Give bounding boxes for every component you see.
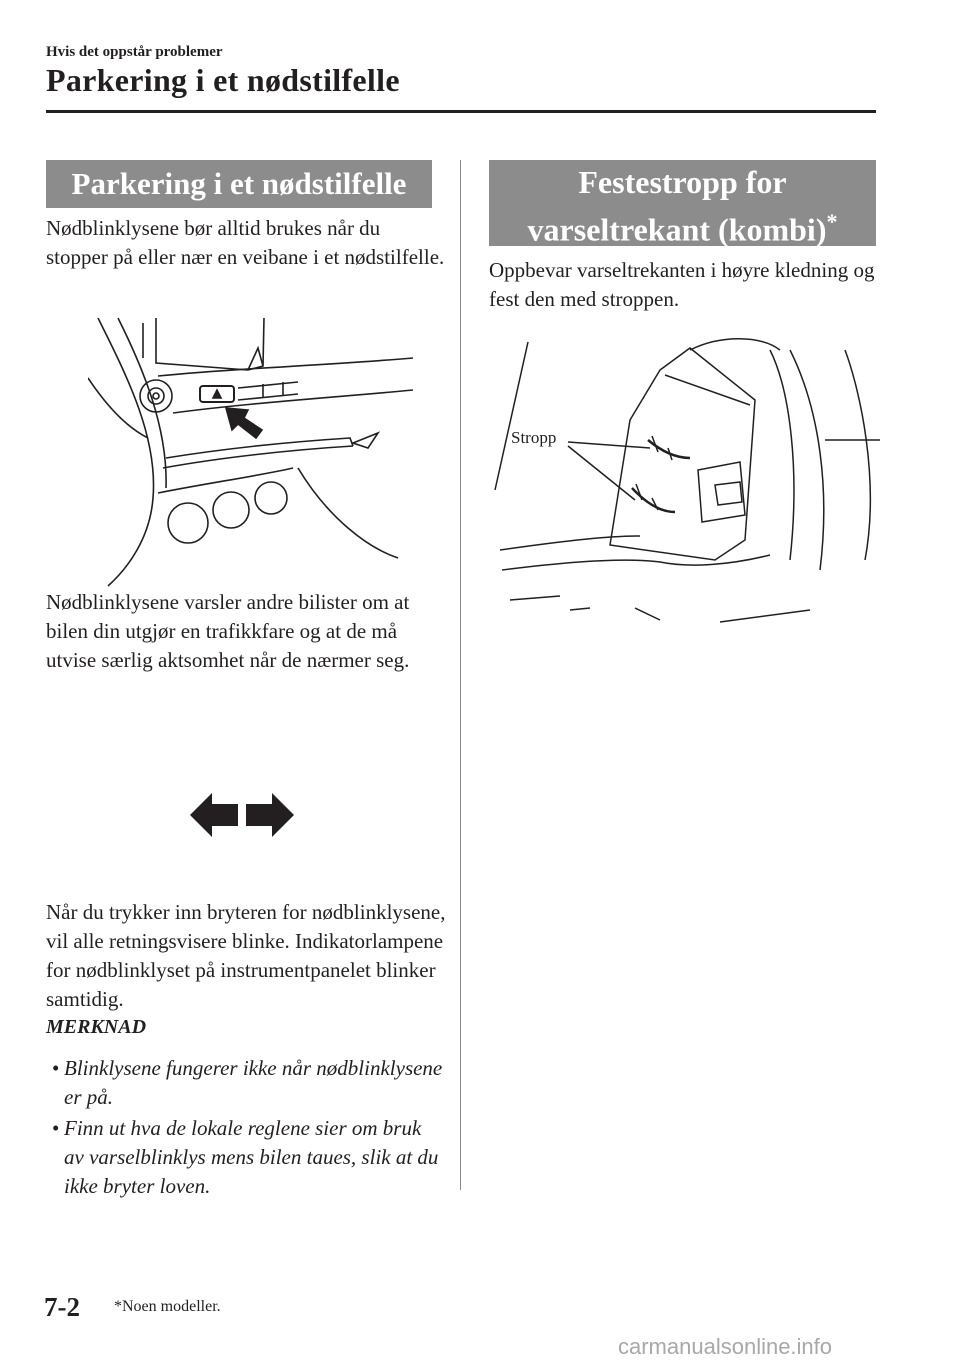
watermark: carmanualsonline.info [618, 1334, 833, 1359]
figure-label-strap: Stropp [511, 428, 557, 447]
list-item: • Blinklysene fungerer ikke når nødblinklysene er på. [52, 1056, 443, 1109]
page-number: 7-2 [44, 1292, 80, 1322]
header-rule [46, 110, 876, 113]
section-banner-emergency-parking: Parkering i et nødstilfelle [46, 160, 432, 208]
trunk-illustration [490, 330, 885, 630]
bullet: • [52, 1056, 60, 1080]
intro-paragraph: Nødblinklysene bør alltid brukes når du stopper på eller nær en veibane i et nødstilfelle. [46, 216, 445, 269]
press-paragraph: Når du trykker inn bryteren for nødblinklysene, vil alle retningsvisere blinke. Indikatorlampene for nødblinklyset på instrumentpanelet blinker samtidig. [46, 900, 446, 1011]
footnote: *Noen modeller. [114, 1298, 221, 1315]
bullet: • [52, 1116, 60, 1140]
dashboard-illustration [88, 318, 413, 588]
breadcrumb: Hvis det oppstår problemer [46, 44, 223, 60]
hazard-indicator-arrows [190, 792, 294, 838]
strap-paragraph: Oppbevar varseltrekanten i høyre kledning og fest den med stroppen. [489, 258, 875, 311]
list-item: • Finn ut hva de lokale reglene sier om bruk av varselblinklys mens bilen taues, slik at du ikke bryter loven. [52, 1116, 439, 1198]
page-title: Parkering i et nødstilfelle [46, 62, 400, 98]
arrow-left-icon [190, 793, 238, 837]
note-list [46, 1054, 446, 1203]
column-divider [460, 160, 461, 1190]
warning-paragraph: Nødblinklysene varsler andre bilister om at bilen din utgjør en trafikkfare og at de må utvise særlig aktsomhet når de nærmer seg. [46, 590, 410, 672]
note-heading: MERKNAD [46, 1016, 147, 1038]
section-banner-strap: Festestropp for varseltrekant (kombi)* [489, 160, 876, 246]
arrow-right-icon [246, 793, 294, 837]
